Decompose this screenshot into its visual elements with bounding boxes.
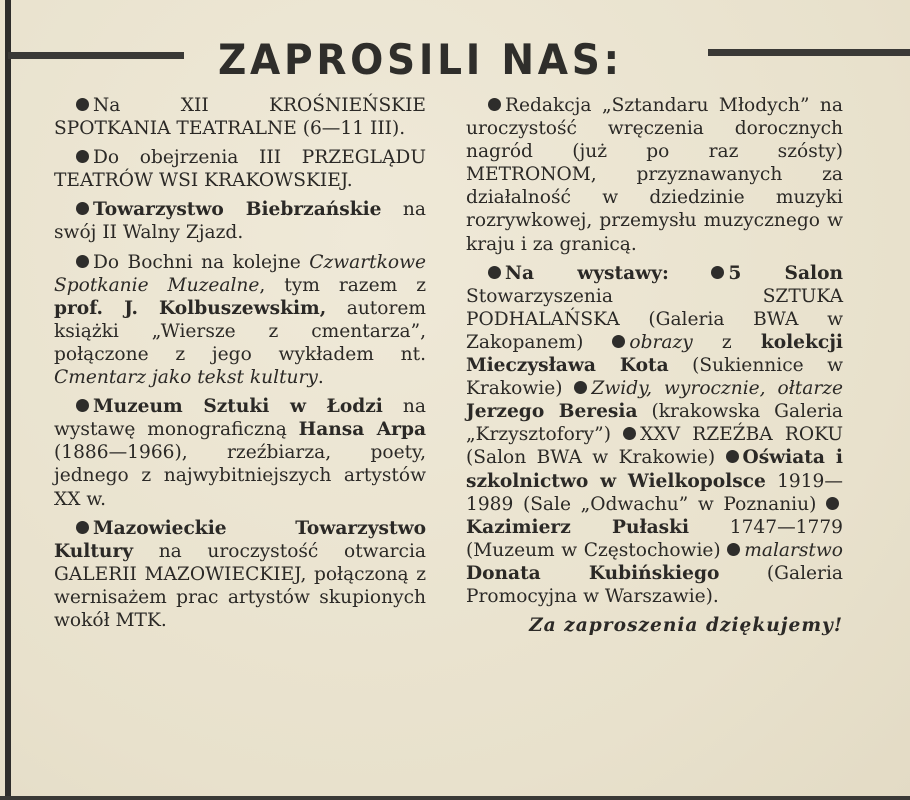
bullet-icon (711, 266, 724, 279)
section-header (0, 30, 910, 90)
bullet-icon (726, 450, 739, 463)
text-segment: 1919—1989 (Sale „Odwachu” w Poznaniu) (466, 470, 843, 515)
text-segment: Redakcja „Sztandaru Młodych” na uroczystość wręczenia dorocznych nagród (już po raz szósty) METRONOM, przyznawanych za działalność w dziedzinie muzyki rozrywkowej, przemysłu muzycznego w kraju i za granicą. (466, 95, 843, 255)
text-segment: , tym razem z (259, 274, 426, 296)
bullet-icon (76, 255, 89, 268)
left-border-rule (5, 0, 11, 796)
text-segment: (1886—1966), rzeźbiarza, poety, jednego z najwybitniejszych artystów XX w. (54, 442, 426, 510)
text-segment: Jerzego Beresia (466, 401, 638, 423)
text-segment: (krakowska Galeria „Krzysztofory”) (466, 401, 843, 446)
closing-thanks: Za zaproszenia dziękujemy! (529, 615, 843, 637)
bullet-icon (76, 521, 89, 534)
right-column-items (466, 94, 843, 608)
text-segment: na wystawę monograficzną (54, 396, 426, 441)
announcement-item (54, 395, 426, 510)
text-segment: prof. J. Kolbuszewskim, (54, 297, 327, 319)
text-segment: Towarzystwo Biebrzańskie (93, 199, 382, 221)
text-segment: na swój II Walny Zjazd. (54, 199, 426, 244)
text-segment: Cmentarz jako tekst kultury (54, 367, 318, 389)
bullet-icon (727, 543, 740, 556)
text-segment: Kazimierz Pułaski (466, 516, 690, 538)
text-segment: Mazowieckie Towarzystwo Kultury (54, 517, 426, 562)
text-segment: na uroczystość otwarcia GALERII MAZOWIECKIEJ, połączoną z wernisażem prac artystów skupionych wokół MTK. (54, 540, 426, 631)
bullet-icon (488, 266, 501, 279)
text-segment: XXV RZEŹBA ROKU (Salon BWA w Krakowie) (466, 424, 844, 469)
section-title: ZAPROSILI NAS: (218, 35, 623, 84)
text-segment: malarstwo (744, 539, 843, 561)
announcement-item (54, 251, 426, 390)
right-column (466, 94, 843, 637)
bullet-icon (76, 202, 89, 215)
text-segment: 1747—1779 (Muzeum w Częstochowie) (466, 516, 843, 561)
bullet-icon (612, 335, 625, 348)
bullet-icon (574, 381, 587, 394)
announcement-item (54, 517, 426, 632)
bullet-icon (76, 98, 89, 111)
announcement-item (54, 198, 426, 244)
text-segment: Na XII KROŚNIEŃSKIE SPOTKANIA TEATRALNE (6—11 III). (54, 95, 426, 140)
text-segment: Zwidy, wyrocznie, ołtarze (591, 378, 844, 400)
text-segment: . (317, 367, 324, 389)
announcement-item (54, 146, 426, 192)
announcement-item (466, 262, 843, 608)
text-segment: Muzeum Sztuki w Łodzi (93, 396, 383, 418)
text-segment: Hansa Arpa (298, 419, 426, 441)
text-segment: 5 Salon (728, 262, 843, 284)
announcement-item (466, 94, 843, 256)
text-segment: Na wystawy: (505, 262, 669, 284)
text-segment: Stowarzyszenia SZTUKA PODHALAŃSKA (Galeria BWA w Zakopanem) (466, 285, 843, 353)
bottom-edge (0, 796, 910, 800)
text-segment: Czwartkowe Spotkanie Muzealne (54, 251, 426, 296)
text-segment: Donata Kubińskiego (466, 562, 720, 584)
text-segment: Oświata i szkolnictwo w Wielkopolsce (466, 447, 843, 492)
text-segment: (Sukiennice w Krakowie) (466, 355, 843, 400)
bullet-icon (826, 497, 839, 510)
left-column (54, 94, 426, 638)
announcement-item (54, 94, 426, 140)
header-rule-left (8, 52, 184, 59)
text-segment: kolekcji Mieczysława Kota (466, 331, 843, 377)
bullet-icon (623, 427, 636, 440)
bullet-icon (76, 150, 89, 163)
bullet-icon (76, 399, 89, 412)
text-segment: Do obejrzenia III PRZEGLĄDU TEATRÓW WSI KRAKOWSKIEJ. (54, 147, 426, 192)
text-segment: Do Bochni na kolejne (93, 251, 310, 273)
text-segment: z (692, 331, 761, 353)
text-segment: obrazy (629, 331, 693, 353)
text-segment (669, 263, 712, 284)
header-rule-right (708, 49, 910, 56)
text-segment: (Galeria Promocyjna w Warszawie). (466, 562, 843, 607)
text-segment: autorem książki „Wiersze z cmentarza”, połączone z jego wykładem nt. (54, 297, 426, 365)
bullet-icon (488, 98, 501, 111)
